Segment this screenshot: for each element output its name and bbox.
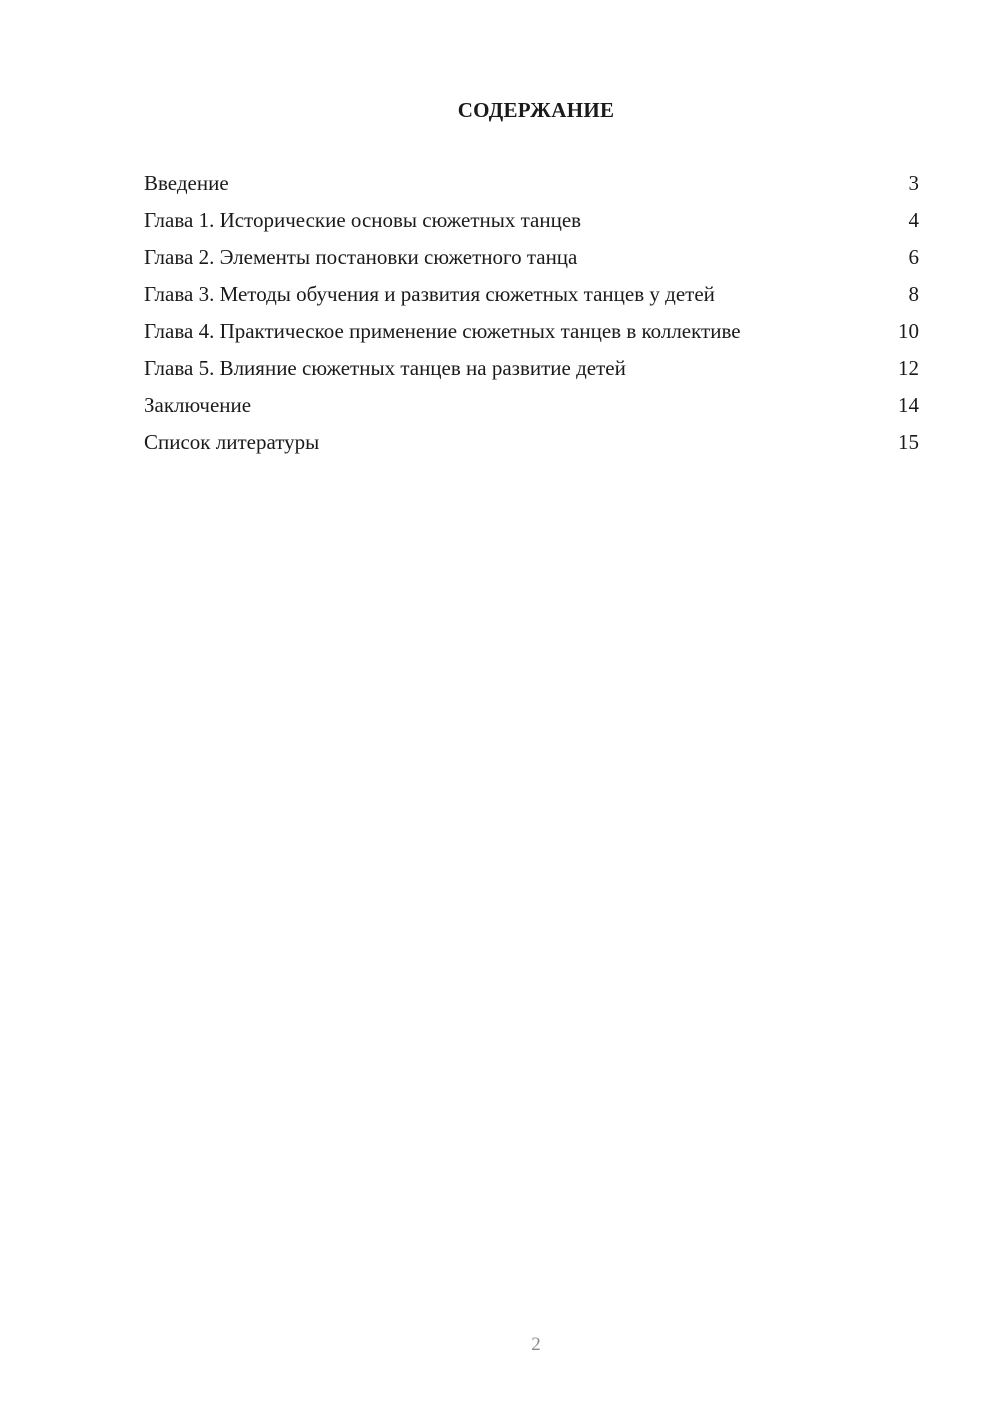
- toc-entry-page: 4: [908, 208, 919, 232]
- toc-entry-chapter-2: [144, 244, 919, 270]
- toc-entry-chapter-4: [144, 318, 919, 344]
- toc-entry-label: Глава 3. Методы обучения и развития сюжетных танцев у детей: [144, 282, 715, 306]
- toc-entry-conclusion: [144, 392, 919, 418]
- toc-entry-chapter-3: [144, 281, 919, 307]
- toc-entry-label: Введение: [144, 171, 229, 195]
- toc-entry-chapter-5: [144, 355, 919, 381]
- toc-entry-page: 12: [898, 356, 919, 380]
- toc-entry-page: 8: [908, 282, 919, 306]
- toc-entry-references: [144, 429, 919, 455]
- toc-entry-page: 15: [898, 430, 919, 454]
- toc-entry-page: 6: [908, 245, 919, 269]
- table-of-contents: [144, 170, 919, 466]
- page-number: 2: [531, 1334, 541, 1355]
- toc-entry-label: Глава 4. Практическое применение сюжетных танцев в коллективе: [144, 319, 741, 343]
- toc-entry-label: Заключение: [144, 393, 252, 417]
- toc-entry-introduction: [144, 170, 919, 196]
- toc-entry-label: Список литературы: [144, 430, 320, 454]
- toc-entry-label: Глава 2. Элементы постановки сюжетного танца: [144, 245, 578, 269]
- toc-title: СОДЕРЖАНИЕ: [457, 98, 615, 122]
- toc-entry-page: 10: [898, 319, 919, 343]
- toc-entry-chapter-1: [144, 207, 919, 233]
- toc-entry-label: Глава 5. Влияние сюжетных танцев на развитие детей: [144, 356, 626, 380]
- toc-entry-label: Глава 1. Исторические основы сюжетных танцев: [144, 208, 582, 232]
- toc-entry-page: 3: [908, 171, 919, 195]
- toc-entry-page: 14: [898, 393, 919, 417]
